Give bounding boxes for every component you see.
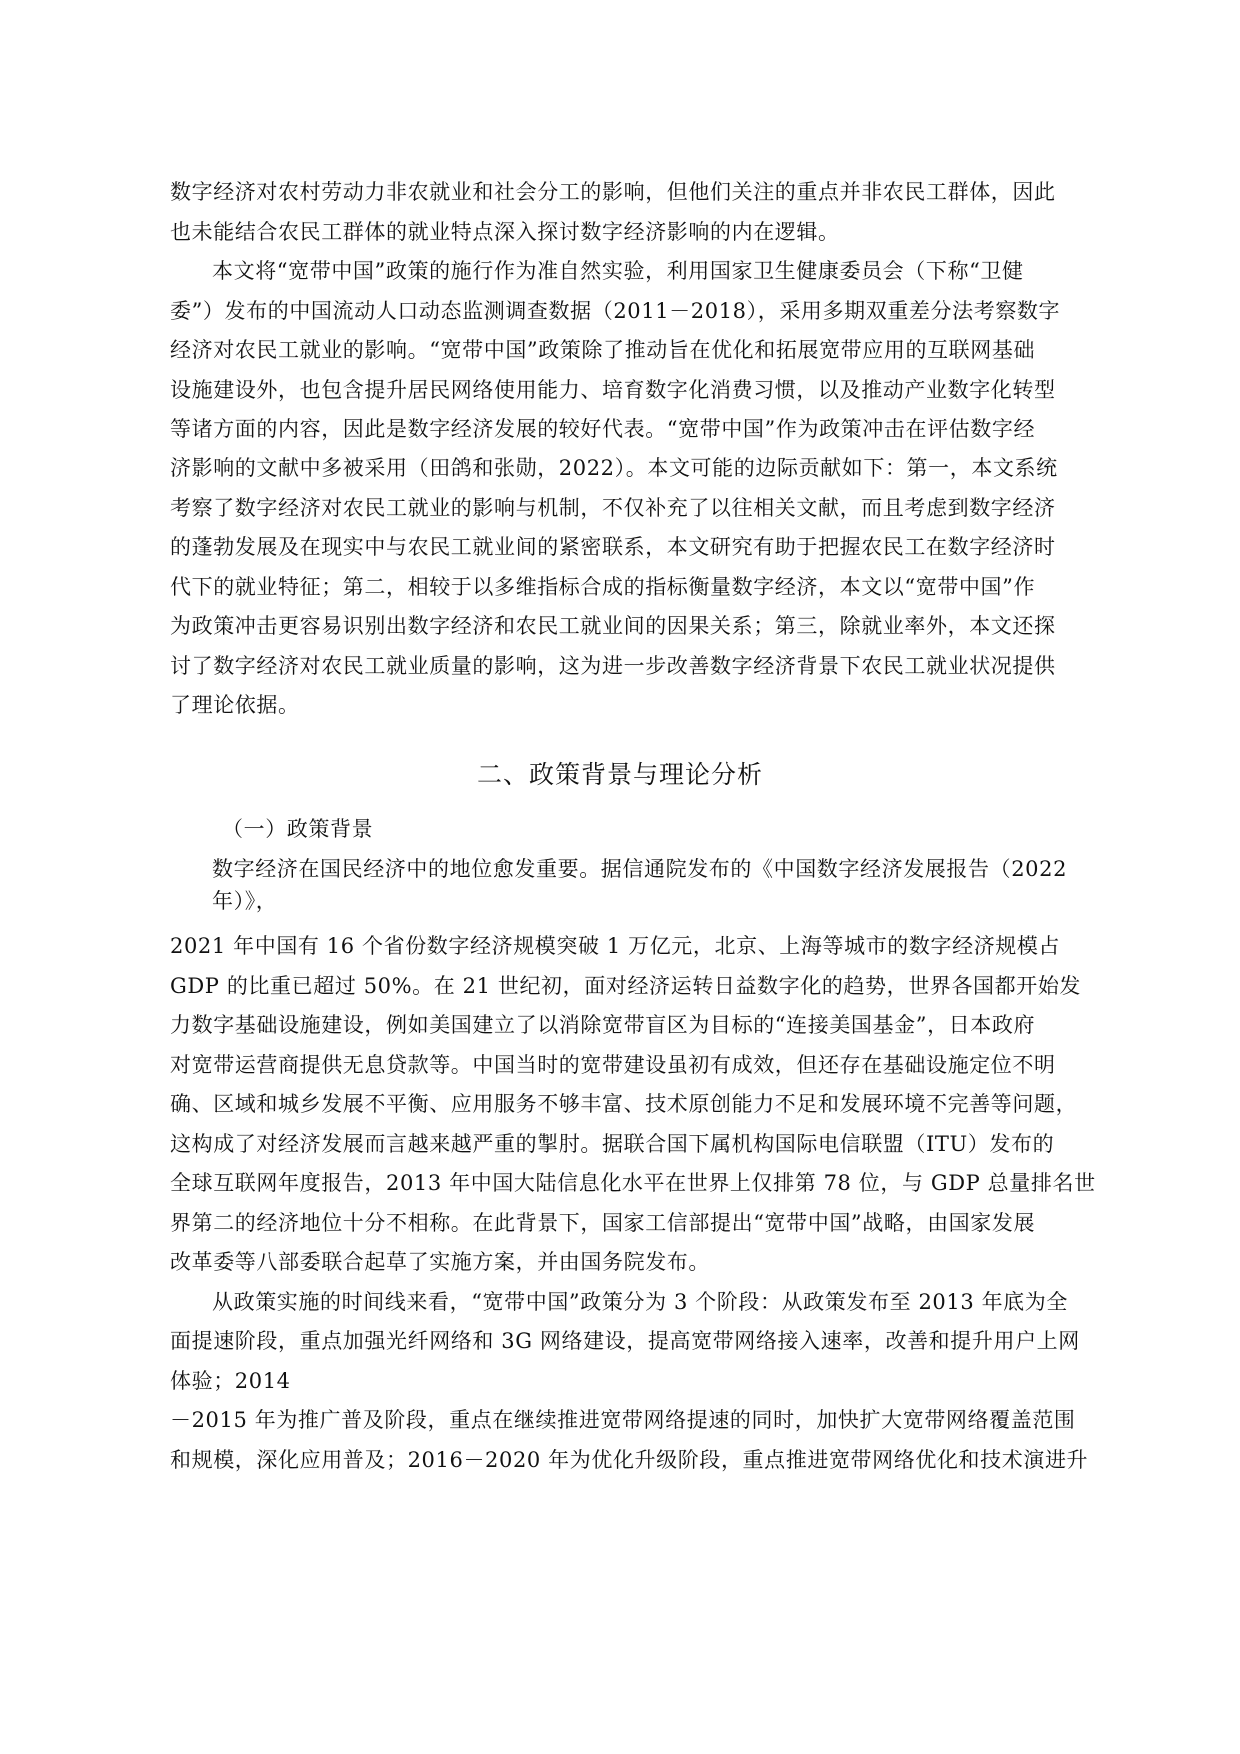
text-line: 了理论依据。	[170, 693, 300, 717]
text-line: 这构成了对经济发展而言越来越严重的掣肘。据联合国下属机构国际电信联盟（ITU）发布的	[170, 1132, 1055, 1156]
text-line: 讨了数字经济对农民工就业质量的影响，这为进一步改善数字经济背景下农民工就业状况提供	[170, 654, 1056, 678]
text-line: 代下的就业特征；第二，相较于以多维指标合成的指标衡量数字经济，本文以“宽带中国”作	[170, 575, 1036, 599]
text-line: 界第二的经济地位十分不相称。在此背景下，国家工信部提出“宽带中国”战略，由国家发展	[170, 1211, 1036, 1235]
text-line: 委”）发布的中国流动人口动态监测调查数据（2011－2018），采用多期双重差分法考察数字	[170, 299, 1061, 323]
text-line: 改革委等八部委联合起草了实施方案，并由国务院发布。	[170, 1250, 710, 1274]
text-line: 确、区域和城乡发展不平衡、应用服务不够丰富、技术原创能力不足和发展环境不完善等问题，	[170, 1092, 1078, 1116]
section-heading: 二、政策背景与理论分析	[476, 760, 763, 789]
text-line: 2021 年中国有 16 个省份数字经济规模突破 1 万亿元，北京、上海等城市的数字经济规模占	[170, 934, 1061, 958]
text-line: 经济对农民工就业的影响。“宽带中国”政策除了推动旨在优化和拓展宽带应用的互联网基础	[170, 338, 1036, 362]
text-line: 设施建设外，也包含提升居民网络使用能力、培育数字化消费习惯，以及推动产业数字化转型	[170, 378, 1056, 402]
text-line: 面提速阶段，重点加强光纤网络和 3G 网络建设，提高宽带网络接入速率，改善和提升用户上网	[170, 1329, 1080, 1353]
text-line: 也未能结合农民工群体的就业特点深入探讨数字经济影响的内在逻辑。	[170, 220, 840, 244]
text-line: 为政策冲击更容易识别出数字经济和农民工就业间的因果关系；第三，除就业率外，本文还探	[170, 614, 1056, 638]
text-line: －2015 年为推广普及阶段，重点在继续推进宽带网络提速的同时，加快扩大宽带网络覆盖范围	[170, 1408, 1076, 1432]
text-line: 年）》，	[212, 889, 278, 913]
text-line: 全球互联网年度报告，2013 年中国大陆信息化水平在世界上仅排第 78 位，与 GDP 总量排名世	[170, 1171, 1096, 1195]
text-line: 考察了数字经济对农民工就业的影响与机制，不仅补充了以往相关文献，而且考虑到数字经济	[170, 496, 1056, 520]
text-line: 的蓬勃发展及在现实中与农民工就业间的紧密联系，本文研究有助于把握农民工在数字经济时	[170, 535, 1056, 559]
text-line: 体验；2014	[170, 1369, 291, 1393]
text-line: 力数字基础设施建设，例如美国建立了以消除宽带盲区为目标的“连接美国基金”，日本政府	[170, 1013, 1036, 1037]
text-line: 本文将“宽带中国”政策的施行作为准自然实验，利用国家卫生健康委员会（下称“卫健	[212, 259, 1024, 283]
text-line: 济影响的文献中多被采用（田鸽和张勋，2022）。本文可能的边际贡献如下：第一，本文系统	[170, 456, 1058, 480]
text-line: GDP 的比重已超过 50%。在 21 世纪初，面对经济运转日益数字化的趋势，世界各国都开始发	[170, 974, 1082, 998]
text-line: 对宽带运营商提供无息贷款等。中国当时的宽带建设虽初有成效，但还存在基础设施定位不明	[170, 1053, 1056, 1077]
subsection-heading: （一）政策背景	[222, 817, 374, 841]
text-line: 等诸方面的内容，因此是数字经济发展的较好代表。“宽带中国”作为政策冲击在评估数字经	[170, 417, 1036, 441]
text-line: 从政策实施的时间线来看，“宽带中国”政策分为 3 个阶段：从政策发布至 2013 年底为全	[212, 1290, 1068, 1314]
text-line: 数字经济对农村劳动力非农就业和社会分工的影响，但他们关注的重点并非农民工群体，因此	[170, 180, 1056, 204]
text-line: 数字经济在国民经济中的地位愈发重要。据信通院发布的《中国数字经济发展报告（2022	[212, 857, 1068, 881]
text-line: 和规模，深化应用普及；2016－2020 年为优化升级阶段，重点推进宽带网络优化和技术演进升	[170, 1448, 1089, 1472]
